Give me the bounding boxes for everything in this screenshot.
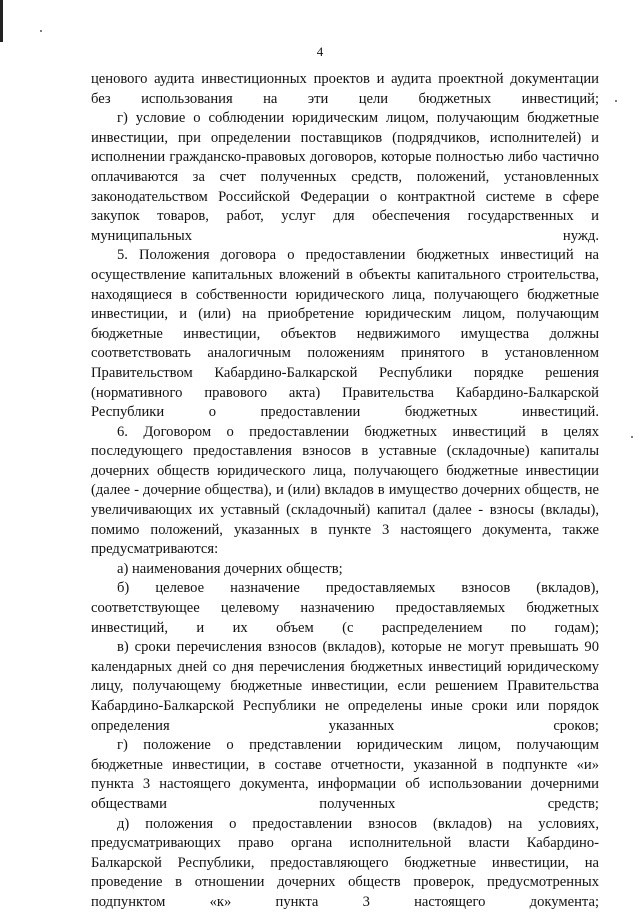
page-number: 4 xyxy=(316,44,324,59)
paragraph-section-6: 6. Договором о предоставлении бюджетных инвестиций в целях последующего предоставления взносов в уставные (складочные) капиталы дочерних обществ юридического лица, получающего бюджетные инвестиции (далее - дочерние общества), и (или) вкладов в имущество дочерних обществ, не увеличивающих их уставный (складочный) капитал (далее - взносы (вклады), помимо положений, указанных в пункте 3 настоящего документа, также предусматриваются: xyxy=(91,423,599,558)
paragraph-item-b: б) целевое назначение предоставляемых взносов (вкладов), соответствующее целевому назначению предоставляемых бюджетных инвестиций, и их объем (с распределением по годам); xyxy=(91,580,599,636)
scan-speck xyxy=(631,436,633,438)
paragraph-section-5: 5. Положения договора о предоставлении бюджетных инвестиций на осуществление капитальных вложений в объекты капитального строительства, находящиеся в собственности юридического лица, получающего бюджетные инвестиции, и (или) на приобретение юридическим лицом, получающим бюджетные инвестиции, объектов недвижимого имущества должны соответствовать аналогичным положениям принятого в установленном Правительством Кабардино-Балкарской Республики порядке решения (нормативного правового акта) Правительства Кабардино-Балкарской Республики о предоставлении бюджетных инвестиций. xyxy=(91,247,599,421)
paragraph-item-g-reporting: г) положение о представлении юридическим лицом, получающим бюджетные инвестиции, в составе отчетности, указанной в подпункте «и» пункта 3 настоящего документа, информации об использовании дочерними обществами полученных средств; xyxy=(91,737,599,812)
paragraph-audit-continuation: ценового аудита инвестиционных проектов и аудита проектной документации без использования на эти цели бюджетных инвестиций; xyxy=(91,71,599,107)
document-body xyxy=(91,70,599,913)
paragraph-item-d: д) положения о предоставлении взносов (вкладов) на условиях, предусматривающих право органа исполнительной власти Кабардино-Балкарской Республики, предоставляющего бюджетные инвестиции, на проведение в отношении дочерних обществ проверок, предусмотренных подпунктом «к» пункта 3 настоящего документа; xyxy=(91,815,599,910)
scan-speck xyxy=(615,100,617,102)
scan-edge-mark xyxy=(0,0,3,42)
paragraph-item-a: а) наименования дочерних обществ; xyxy=(117,560,343,577)
paragraph-item-v: в) сроки перечисления взносов (вкладов), которые не могут превышать 90 календарных дней со дня перечисления бюджетных инвестиций юридическому лицу, получающему бюджетные инвестиции, если решением Правительства Кабардино-Балкарской Республики не определены иные сроки или порядок определения указанных сроков; xyxy=(91,639,599,734)
paragraph-item-g-procurement: г) условие о соблюдении юридическим лицом, получающим бюджетные инвестиции, при определении поставщиков (подрядчиков, исполнителей) и исполнении гражданско-правовых договоров, которые полностью либо частично оплачиваются за счет полученных средств, положений, установленных законодательством Российской Федерации о контрактной системе в сфере закупок товаров, работ, услуг для обеспечения государственных и муниципальных нужд. xyxy=(91,110,599,244)
scan-speck xyxy=(40,30,42,32)
